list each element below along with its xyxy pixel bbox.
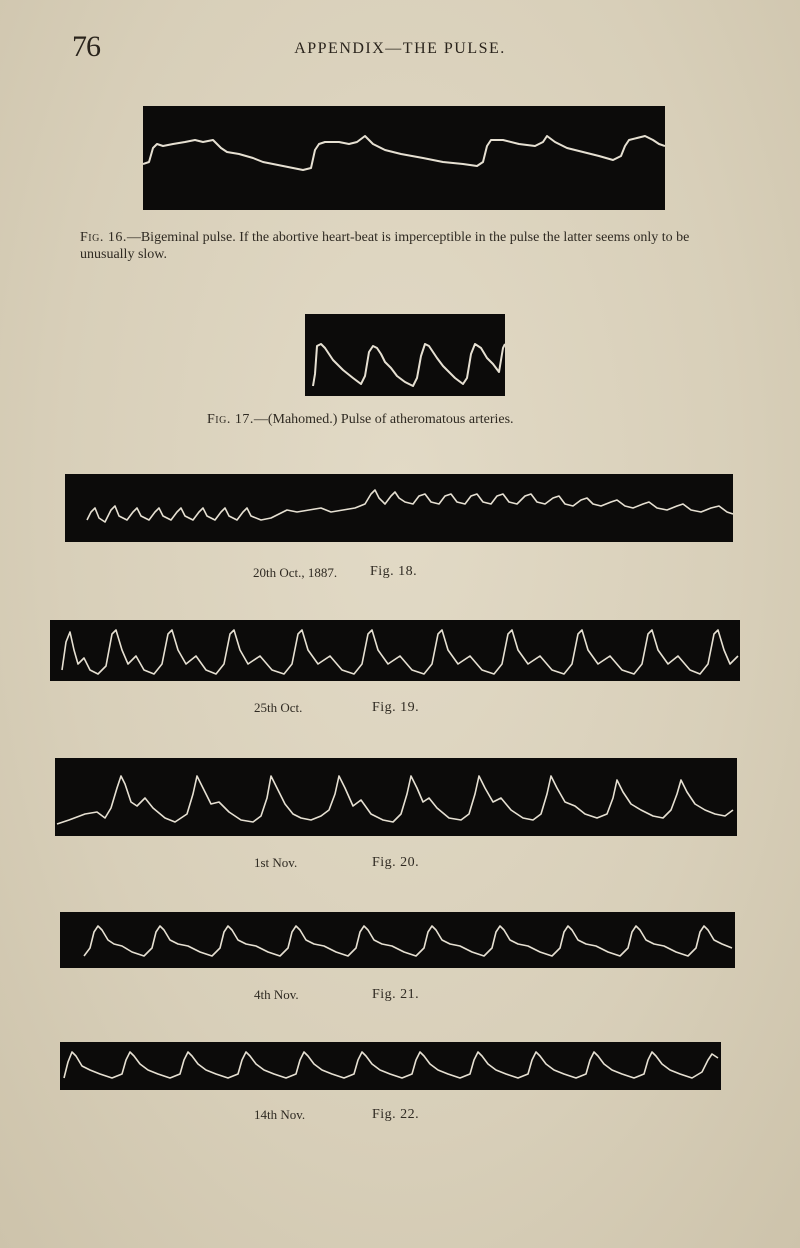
fig20-date: 1st Nov. (254, 855, 298, 870)
fig16-caption-text: —Bigeminal pulse. If the abortive heart-beat is imperceptible in the pulse the latter seems only to be unusually slow. (80, 230, 690, 262)
fig20-label: Fig. 20. (372, 855, 420, 870)
fig22-tracing (60, 1042, 721, 1090)
page-number: 76 (72, 30, 100, 63)
fig17-caption-text: —(Mahomed.) Pulse of atheromatous arteries. (253, 412, 514, 427)
fig22-label: Fig. 22. (372, 1107, 420, 1122)
fig19-date: 25th Oct. (254, 700, 303, 715)
fig16-pulse-wave (143, 136, 665, 170)
fig21-label: Fig. 21. (372, 987, 420, 1002)
fig21-pulse-wave (84, 926, 732, 956)
fig21-date: 4th Nov. (254, 987, 299, 1002)
fig20-pulse-wave (57, 776, 733, 824)
fig19-tracing (50, 620, 740, 681)
fig16-caption-label: Fig. 16. (80, 230, 127, 245)
fig21-tracing (60, 912, 735, 968)
fig22-pulse-wave (64, 1052, 718, 1078)
fig16-tracing (143, 106, 665, 210)
running-head: APPENDIX—THE PULSE. (294, 40, 506, 57)
fig18-tracing (65, 474, 733, 542)
fig18-date: 20th Oct., 1887. (253, 565, 338, 580)
fig22-date: 14th Nov. (254, 1107, 306, 1122)
fig17-tracing (305, 314, 505, 396)
fig16-caption (80, 229, 740, 263)
fig19-label: Fig. 19. (372, 700, 420, 715)
fig18-pulse-wave (87, 490, 733, 522)
fig19-pulse-wave (62, 630, 738, 674)
fig17-pulse-wave (313, 344, 505, 386)
fig20-tracing (55, 758, 737, 836)
fig17-caption (207, 411, 627, 428)
fig18-label: Fig. 18. (370, 564, 418, 579)
fig17-caption-label: Fig. 17. (207, 412, 254, 427)
